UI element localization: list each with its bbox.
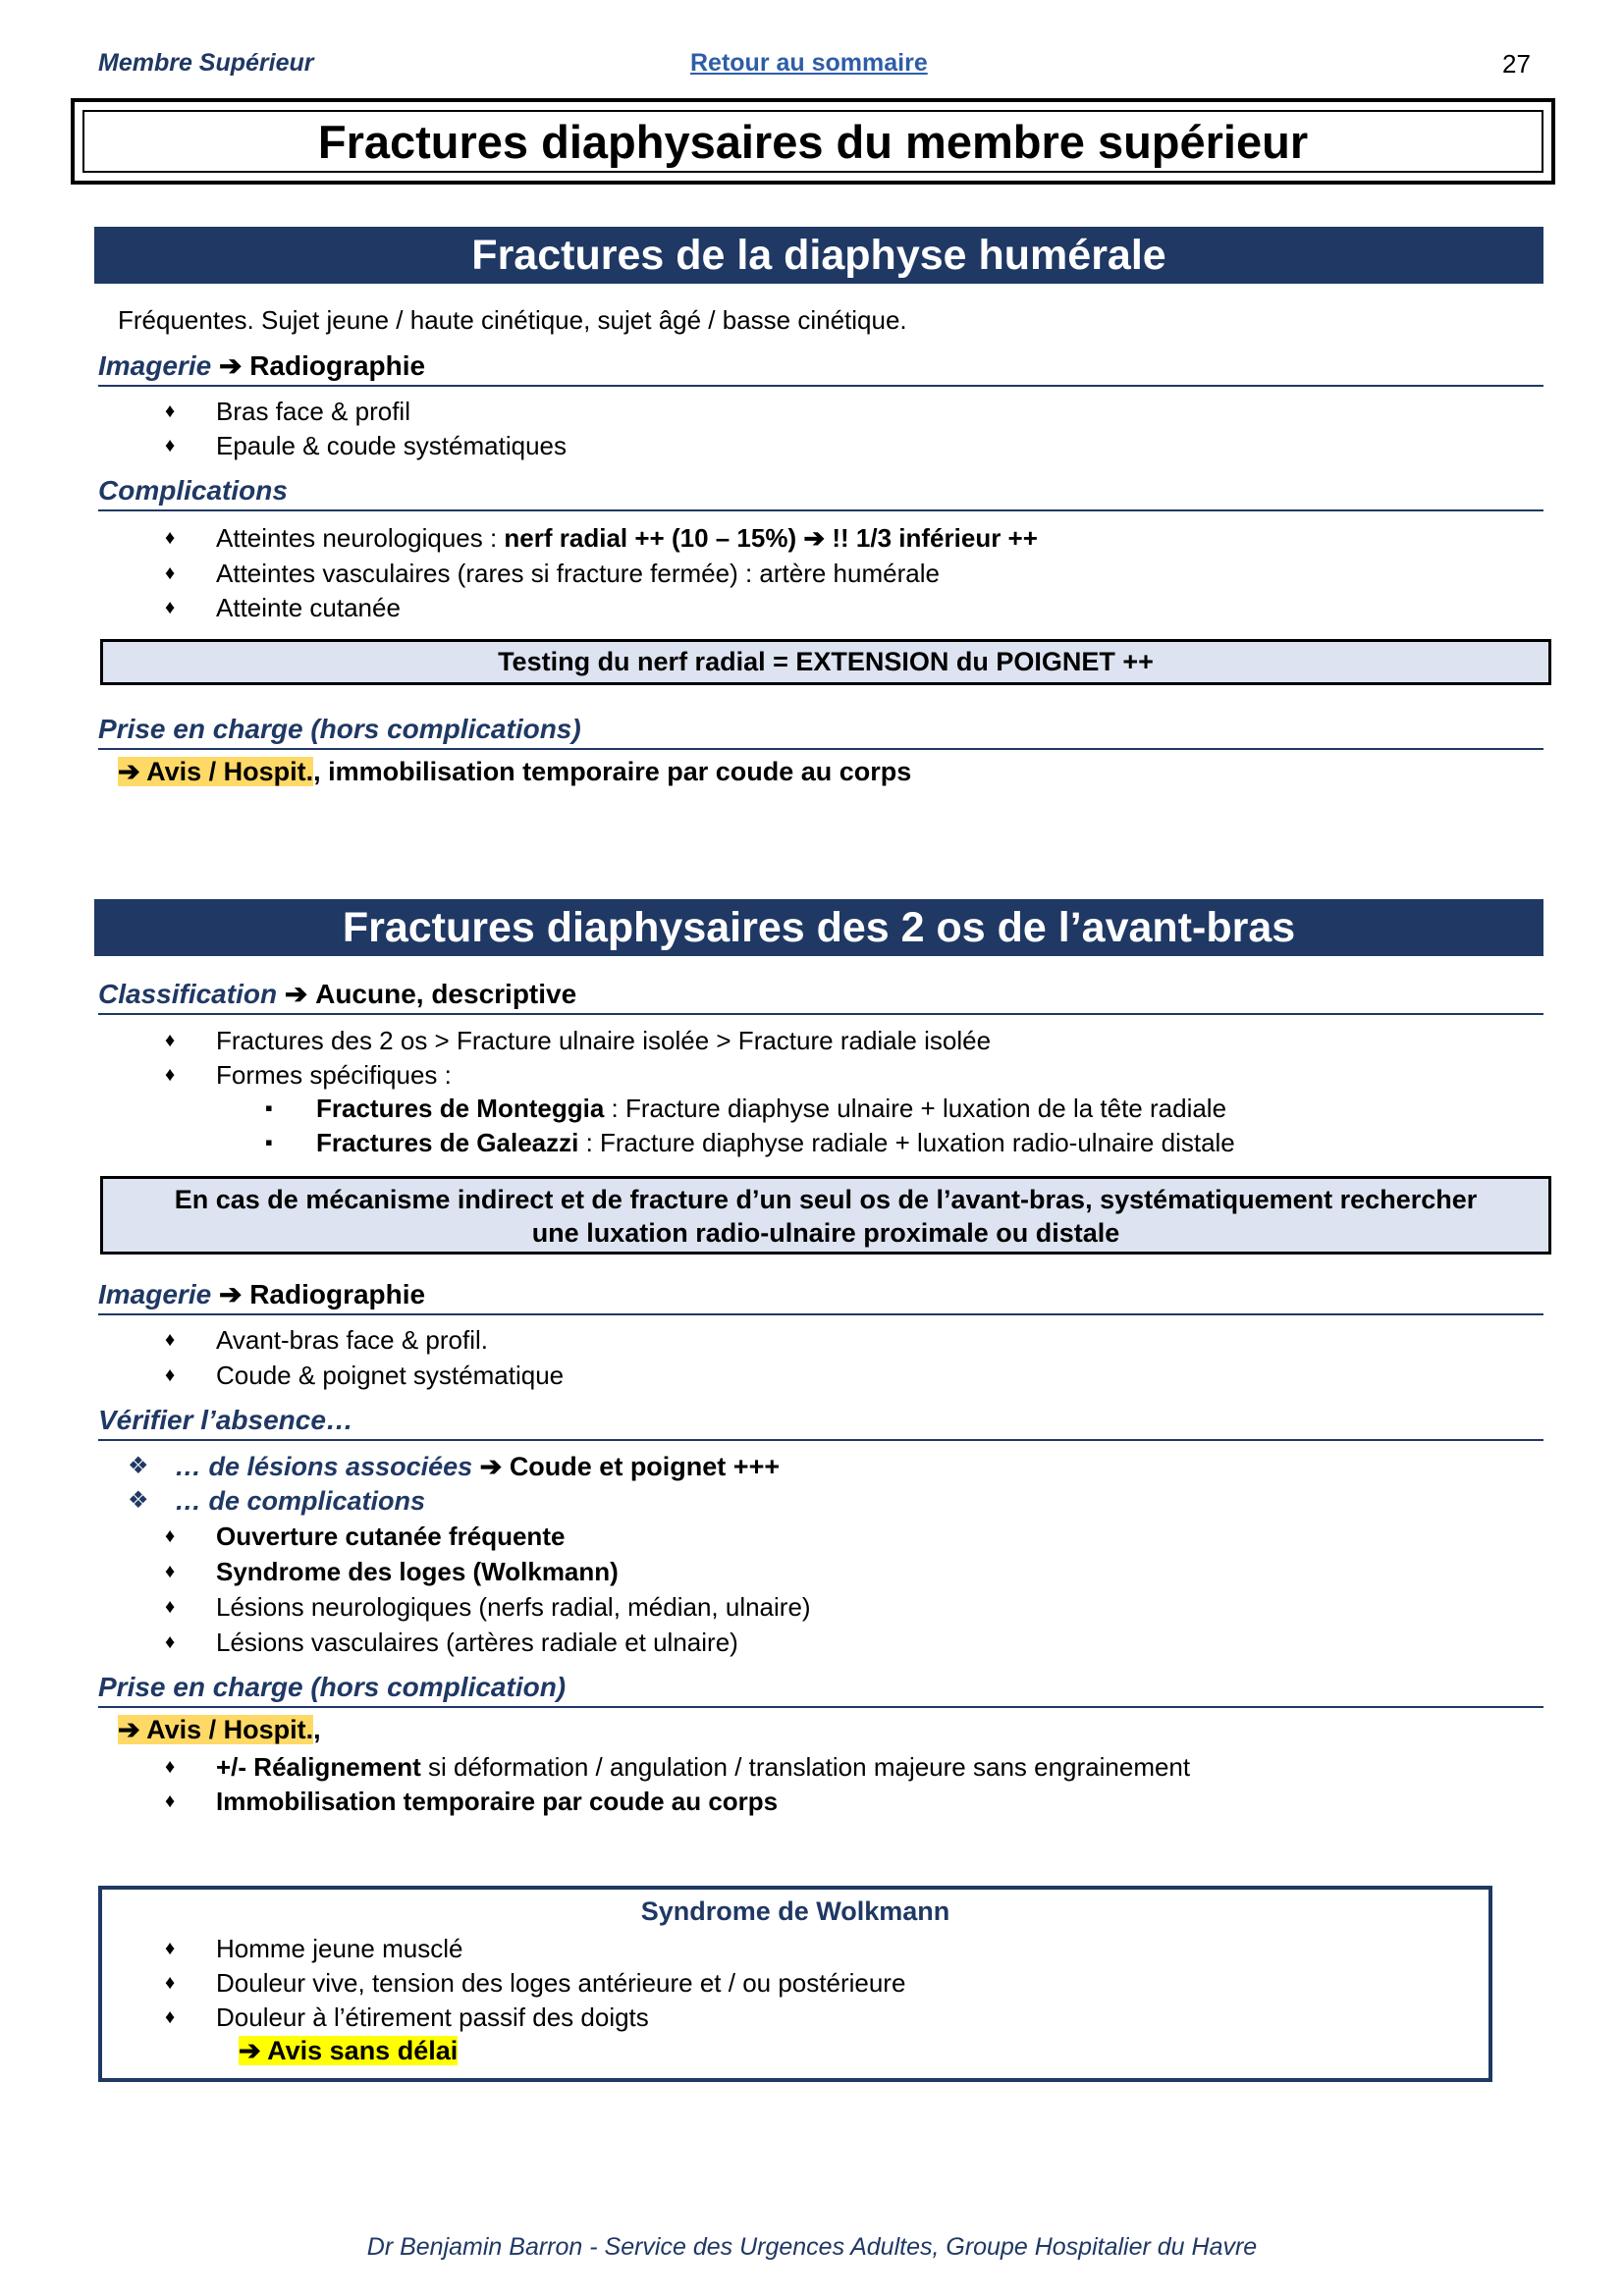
ornament-bullet-icon: ❖ — [128, 1453, 149, 1479]
intro-text: Fréquentes. Sujet jeune / haute cinétique, sujet âgé / basse cinétique. — [118, 305, 907, 335]
diamond-bullet-icon: ♦ — [165, 2006, 176, 2028]
diamond-bullet-icon: ♦ — [165, 1525, 176, 1547]
subheading-verifier: Vérifier l’absence… — [98, 1405, 1543, 1441]
page-number: 27 — [1502, 49, 1531, 79]
arrow-icon: ➔ — [239, 2036, 261, 2065]
prise-en-charge-line: ➔ Avis / Hospit., — [118, 1715, 321, 1744]
arrow-icon: ➔ — [118, 757, 140, 786]
subheading-classification: Classification ➔ Aucune, descriptive — [98, 978, 1543, 1015]
diamond-bullet-icon: ♦ — [165, 1596, 176, 1618]
back-to-summary-link[interactable]: Retour au sommaire — [690, 49, 928, 77]
arrow-icon: ➔ — [118, 1715, 140, 1744]
square-bullet-icon: ▪ — [265, 1095, 273, 1120]
title-box — [71, 98, 1555, 185]
diamond-bullet-icon: ♦ — [165, 1972, 176, 1994]
diamond-bullet-icon: ♦ — [165, 1790, 176, 1812]
subheading-complications: Complications — [98, 475, 1543, 511]
arrow-icon: ➔ — [218, 1279, 243, 1309]
diamond-bullet-icon: ♦ — [165, 597, 176, 618]
footer-credit: Dr Benjamin Barron - Service des Urgences Adultes, Groupe Hospitalier du Havre — [366, 2233, 1258, 2261]
diamond-bullet-icon: ♦ — [165, 1030, 176, 1051]
subheading-prise-en-charge: Prise en charge (hors complications) — [98, 714, 1543, 750]
diamond-bullet-icon: ♦ — [165, 1329, 176, 1351]
diamond-bullet-icon: ♦ — [165, 527, 176, 549]
page-title: Fractures diaphysaires du membre supérieur — [82, 110, 1543, 173]
diamond-bullet-icon: ♦ — [165, 562, 176, 584]
arrow-icon: ➔ — [218, 350, 243, 381]
diamond-bullet-icon: ♦ — [165, 400, 176, 422]
arrow-icon: ➔ — [284, 979, 308, 1009]
subheading-prise-en-charge-2: Prise en charge (hors complication) — [98, 1672, 1543, 1708]
wolkmann-action: ➔ Avis sans délai — [239, 2036, 459, 2065]
section-band-avantbras: Fractures diaphysaires des 2 os de l’avant-bras — [94, 899, 1543, 956]
diamond-bullet-icon: ♦ — [165, 1064, 176, 1086]
diamond-bullet-icon: ♦ — [165, 1756, 176, 1778]
wolkmann-title: Syndrome de Wolkmann — [640, 1896, 950, 1926]
diamond-bullet-icon: ♦ — [165, 1364, 176, 1386]
subheading-imagerie-2: Imagerie ➔ Radiographie — [98, 1278, 1543, 1315]
diamond-bullet-icon: ♦ — [165, 1631, 176, 1653]
arrow-icon: ➔ — [803, 523, 826, 553]
diamond-bullet-icon: ♦ — [165, 1561, 176, 1582]
square-bullet-icon: ▪ — [265, 1130, 273, 1154]
diamond-bullet-icon: ♦ — [165, 1938, 176, 1959]
subheading-value: Radiographie — [249, 350, 426, 381]
diamond-bullet-icon: ♦ — [165, 435, 176, 456]
note-box-luxation: En cas de mécanisme indirect et de fracture d’un seul os de l’avant-bras, systématiquement rechercher une luxation radio-ulnaire proximale ou distale — [100, 1176, 1551, 1255]
section-name: Membre Supérieur — [98, 49, 314, 77]
note-box-radial: Testing du nerf radial = EXTENSION du POIGNET ++ — [100, 639, 1551, 685]
ornament-bullet-icon: ❖ — [128, 1487, 149, 1514]
arrow-icon: ➔ — [479, 1452, 503, 1481]
prise-en-charge-line: ➔ Avis / Hospit., immobilisation temporaire par coude au corps — [118, 757, 912, 786]
subheading-label: Imagerie — [98, 350, 212, 381]
subheading-imagerie — [98, 349, 1543, 387]
section-band-humerus: Fractures de la diaphyse humérale — [94, 227, 1543, 284]
